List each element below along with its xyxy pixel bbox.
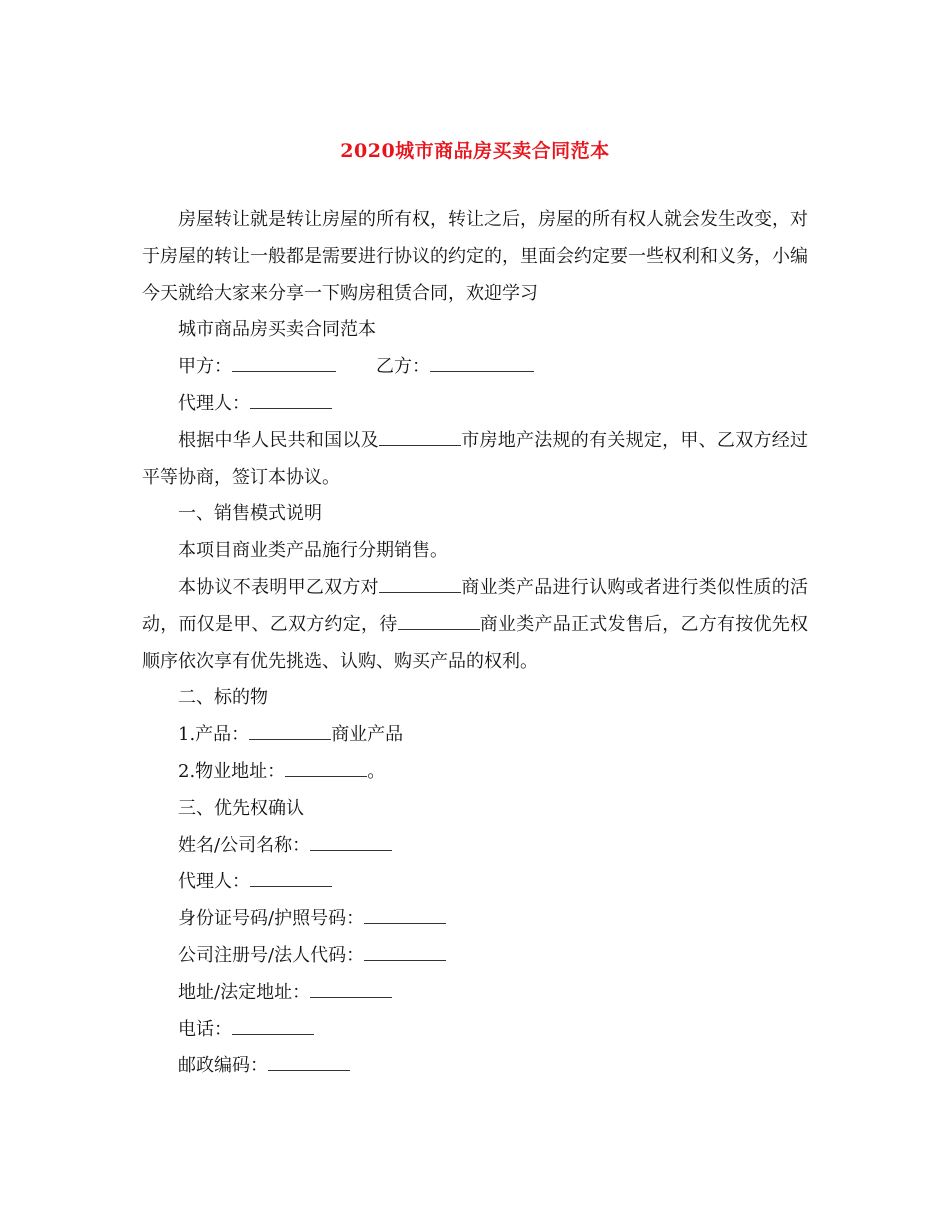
name-blank: [310, 834, 392, 851]
product-label: 1.产品：: [178, 724, 250, 746]
section1-p2-text-1: 本协议不表明甲乙双方对: [178, 576, 379, 598]
legal-address-line: [142, 975, 808, 1012]
parties-line: [142, 349, 808, 386]
agent2-line: [142, 864, 808, 901]
address-line: [142, 754, 808, 791]
contract-subtitle: 城市商品房买卖合同范本: [178, 319, 376, 341]
name-label: 姓名/公司名称：: [178, 834, 311, 856]
basis-text-1: 根据中华人民共和国以及: [178, 429, 379, 451]
agent-line: [142, 386, 808, 423]
section1-p2-text-3: 商业类产品正式发售后，乙方有按优先权顺序依次享有优先挑选、认购、购买产品的权利。: [142, 613, 808, 672]
section1-paragraph-2: [142, 570, 808, 680]
postcode-blank: [268, 1054, 350, 1071]
phone-line: [142, 1012, 808, 1049]
section1-p2-text-2: 商业类产品进行认购或者进行类似性质的活动，而仅是甲、乙双方约定，待: [142, 576, 809, 635]
basis-text-2: 市房地产法规的有关规定，甲、乙双方经过平等协商，签订本协议。: [142, 429, 809, 488]
party-b-blank: [430, 355, 534, 372]
product-blank: [249, 723, 331, 740]
product-suffix: 商业产品: [331, 724, 404, 746]
id-line: [142, 901, 808, 938]
registration-label: 公司注册号/法人代码：: [178, 944, 365, 966]
project-blank-2: [398, 613, 480, 630]
phone-blank: [232, 1018, 314, 1035]
section2-heading: 二、标的物: [178, 687, 268, 709]
document-body: [142, 202, 808, 1085]
phone-label: 电话：: [178, 1018, 232, 1040]
basis-paragraph: [142, 423, 808, 497]
agent-blank: [250, 392, 332, 409]
project-blank-1: [379, 576, 461, 593]
section3-heading: 三、优先权确认: [178, 797, 304, 819]
product-line: [142, 717, 808, 754]
id-blank: [364, 907, 446, 924]
address-label: 2.物业地址：: [178, 760, 286, 782]
legal-address-label: 地址/法定地址：: [178, 981, 311, 1003]
party-a-blank: [232, 355, 336, 372]
id-label: 身份证号码/护照号码：: [178, 908, 365, 930]
section1-heading: 一、销售模式说明: [178, 503, 322, 525]
section1-paragraph-1: 本项目商业类产品施行分期销售。: [178, 540, 448, 562]
name-line: [142, 828, 808, 865]
agent2-label: 代理人：: [178, 871, 250, 893]
registration-blank: [364, 944, 446, 961]
party-a-label: 甲方：: [178, 356, 232, 378]
city-blank: [379, 429, 461, 446]
agent-label: 代理人：: [178, 392, 250, 414]
party-b-label: 乙方：: [376, 356, 430, 378]
legal-address-blank: [310, 981, 392, 998]
postcode-label: 邮政编码：: [178, 1055, 268, 1077]
registration-line: [142, 938, 808, 975]
intro-paragraph: 房屋转让就是转让房屋的所有权，转让之后，房屋的所有权人就会发生改变，对于房屋的转让一般都是需要进行协议的约定的，里面会约定要一些权利和义务，小编今天就给大家来分享一下购房租赁合同，欢迎学习: [142, 209, 808, 304]
agent2-blank: [250, 870, 332, 887]
address-blank: [285, 760, 367, 777]
document-title: 2020城市商品房买卖合同范本: [340, 140, 610, 162]
postcode-line: [142, 1048, 808, 1085]
address-suffix: 。: [367, 760, 386, 782]
